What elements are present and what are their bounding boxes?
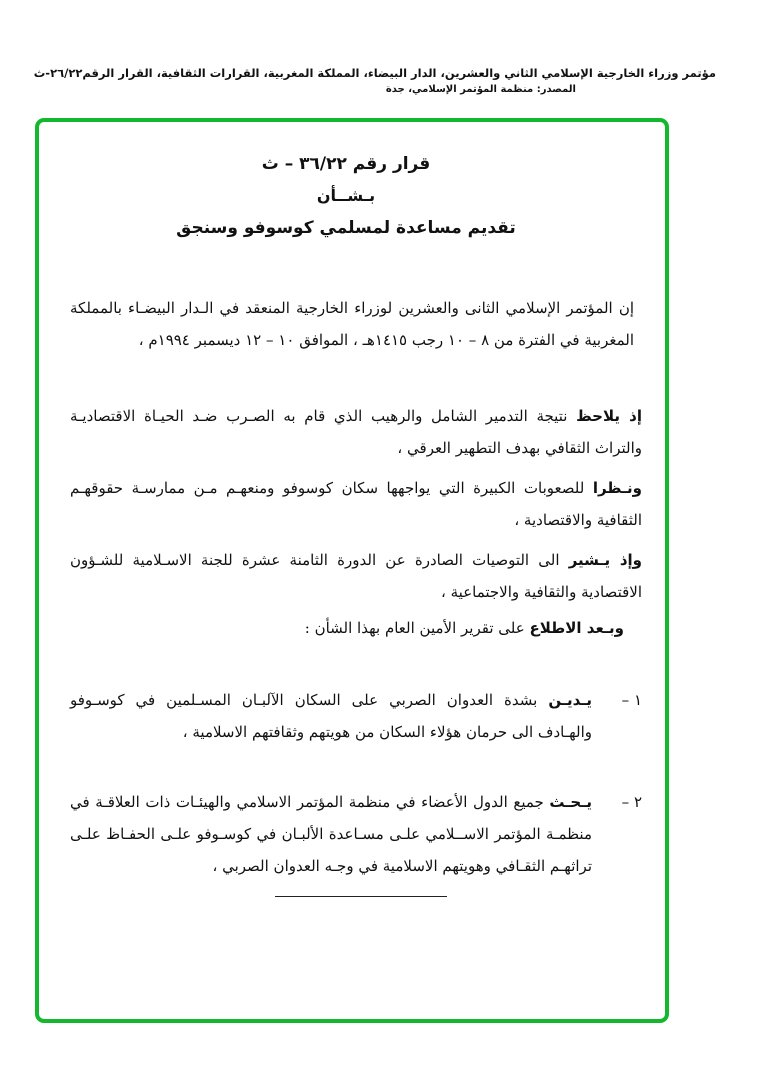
clause-lead: يـحـث bbox=[549, 793, 592, 811]
clause-text: جميع الدول الأعضاء في منظمة المؤتمر الاسلامي والهيئـات ذات العلاقـة في منظمـة المؤتمر الاســلامي علـى مسـاعدة الألبـان في كوسـوفو علـى الحفـاظ علـى تراثهـم الثقـافي وهويتهم الاسلامية في وجـه العدوان الصربي ، bbox=[70, 793, 592, 875]
preamble-paragraph bbox=[70, 400, 642, 464]
clause-text: بشدة العدوان الصربي على السكان الآلبـان المسـلمين في كوسـوفو والهـادف الى حرمان هؤلاء السكان من هويتهم وثقافتهم الاسلامية ، bbox=[70, 691, 592, 741]
preamble-paragraph bbox=[70, 544, 642, 608]
clause-lead: يـديـن bbox=[548, 691, 592, 709]
preamble-text: للصعوبات الكبيرة التي يواجهها سكان كوسوفو ومنعهـم مـن ممارسـة حقوقهـم الثقافية والاقتصادية ، bbox=[70, 479, 642, 529]
source-subtitle: المصدر: منظمة المؤتمر الإسلامي، جدة bbox=[385, 84, 576, 95]
clause-number: ١ – bbox=[621, 691, 642, 709]
source-title: مؤتمر وزراء الخارجية الإسلامي الثاني والعشرين، الدار البيضاء، المملكة المغربية، القرارات الثقافية، القرار الرقم٢٦/٢٢-ث bbox=[33, 66, 716, 80]
resolution-number: قرار رقم ٣٦/٢٢ – ث bbox=[261, 154, 431, 174]
preamble-text: نتيجة التدمير الشامل والرهيب الذي قام به الصـرب ضـد الحيـاة الاقتصاديـة والتراث الثقافي بهدف التطهير العرقي ، bbox=[70, 407, 642, 457]
preamble-paragraph bbox=[70, 472, 642, 536]
clause-body bbox=[70, 684, 592, 748]
resolution-titles bbox=[70, 150, 622, 242]
clause-number: ٢ – bbox=[621, 793, 642, 811]
operative-clause bbox=[70, 684, 642, 748]
preamble-text: الى التوصيات الصادرة عن الدورة الثامنة عشرة للجنة الاسـلامية للشـؤون الاقتصادية والثقافية والاجتماعية ، bbox=[70, 551, 642, 601]
clause-body bbox=[70, 786, 592, 882]
preamble-lead: وبـعد الاطلاع bbox=[529, 619, 624, 637]
resolution-subject: تقديم مساعدة لمسلمي كوسوفو وسنجق bbox=[176, 218, 516, 238]
resolution-document bbox=[70, 150, 642, 882]
preamble-lead: ونـظرا bbox=[592, 479, 642, 497]
preamble-lead: إذ يلاحظ bbox=[576, 407, 642, 425]
operative-clause bbox=[70, 786, 642, 882]
preamble-lead: وإذ يـشير bbox=[568, 551, 642, 569]
source-header bbox=[33, 64, 716, 98]
end-rule-divider bbox=[275, 896, 447, 897]
preamble-paragraph bbox=[70, 612, 624, 644]
resolution-regarding: بـشــأن bbox=[316, 186, 376, 205]
intro-paragraph: إن المؤتمر الإسلامي الثانى والعشرين لوزراء الخارجية المنعقد في الـدار البيضـاء بالمملكة المغربية في الفترة من ٨ – ١٠ رجب ١٤١٥هـ ، الموافق ١٠ – ١٢ ديسمبر ١٩٩٤م ، bbox=[70, 299, 634, 349]
preamble-text: على تقرير الأمين العام بهذا الشأن : bbox=[304, 619, 525, 637]
